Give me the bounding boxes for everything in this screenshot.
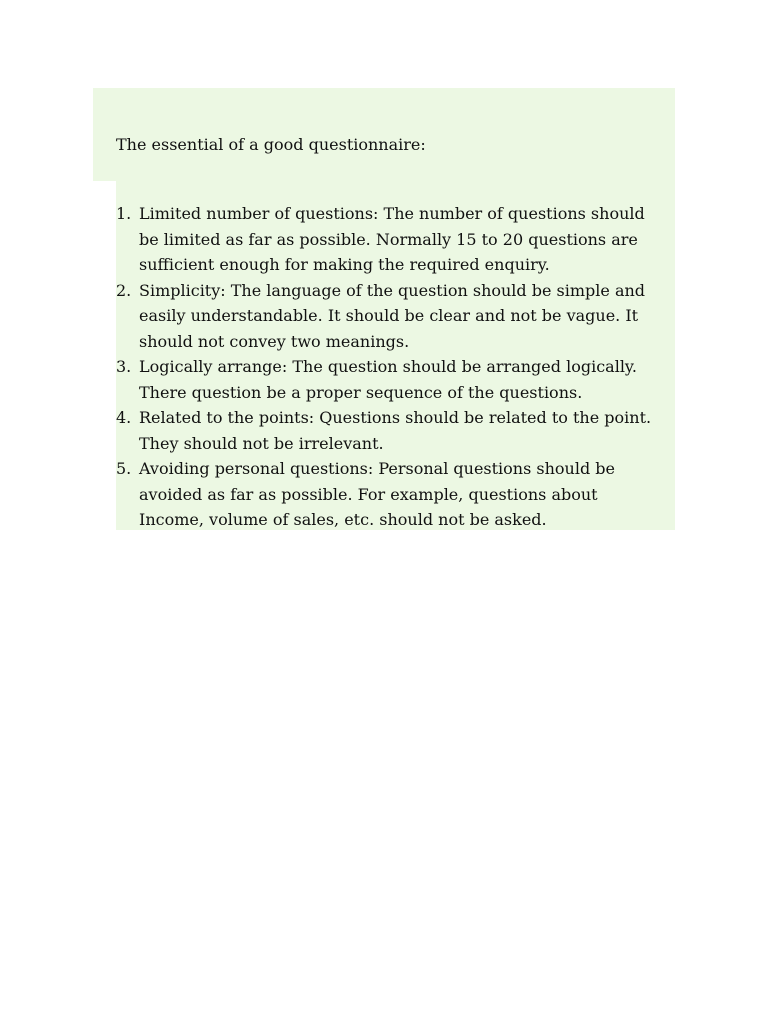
document-heading: The essential of a good questionnaire: (116, 135, 426, 154)
list-item-number: 4. (116, 408, 132, 427)
list-highlight (116, 181, 675, 530)
list-item-line: Related to the points: Questions should be related to the point. (139, 408, 652, 427)
list-item-number: 2. (116, 280, 132, 300)
list-item-line: Simplicity: The language of the question should be simple and (139, 280, 646, 300)
list-item-number: 5. (116, 459, 132, 478)
list-item-line: sufficient enough for making the required enquiry. (139, 255, 550, 274)
list-item-line: Income, volume of sales, etc. should not be asked. (139, 510, 547, 529)
list-item (116, 278, 675, 355)
essentials-list (116, 201, 675, 533)
list-item-line: There question be a proper sequence of the questions. (139, 382, 583, 402)
list-item-number: 1. (116, 204, 132, 223)
list-item-number: 3. (116, 357, 132, 376)
list-item (116, 201, 675, 278)
list-item-line: be limited as far as possible. Normally 15 to 20 questions are (139, 229, 638, 249)
list-item (116, 405, 675, 456)
list-item-line: They should not be irrelevant. (139, 433, 384, 453)
list-item-line: Logically arrange: The question should be arranged logically. (139, 357, 637, 376)
list-item (116, 456, 675, 533)
list-item-line: Limited number of questions: The number of questions should (139, 204, 645, 223)
list-item (116, 354, 675, 405)
list-item-line: should not convey two meanings. (139, 331, 410, 351)
list-item-line: easily understandable. It should be clear and not be vague. It (139, 306, 639, 325)
heading-highlight (93, 88, 675, 181)
list-item-line: Avoiding personal questions: Personal questions should be (139, 459, 616, 478)
list-item-line: avoided as far as possible. For example, questions about (139, 484, 598, 504)
